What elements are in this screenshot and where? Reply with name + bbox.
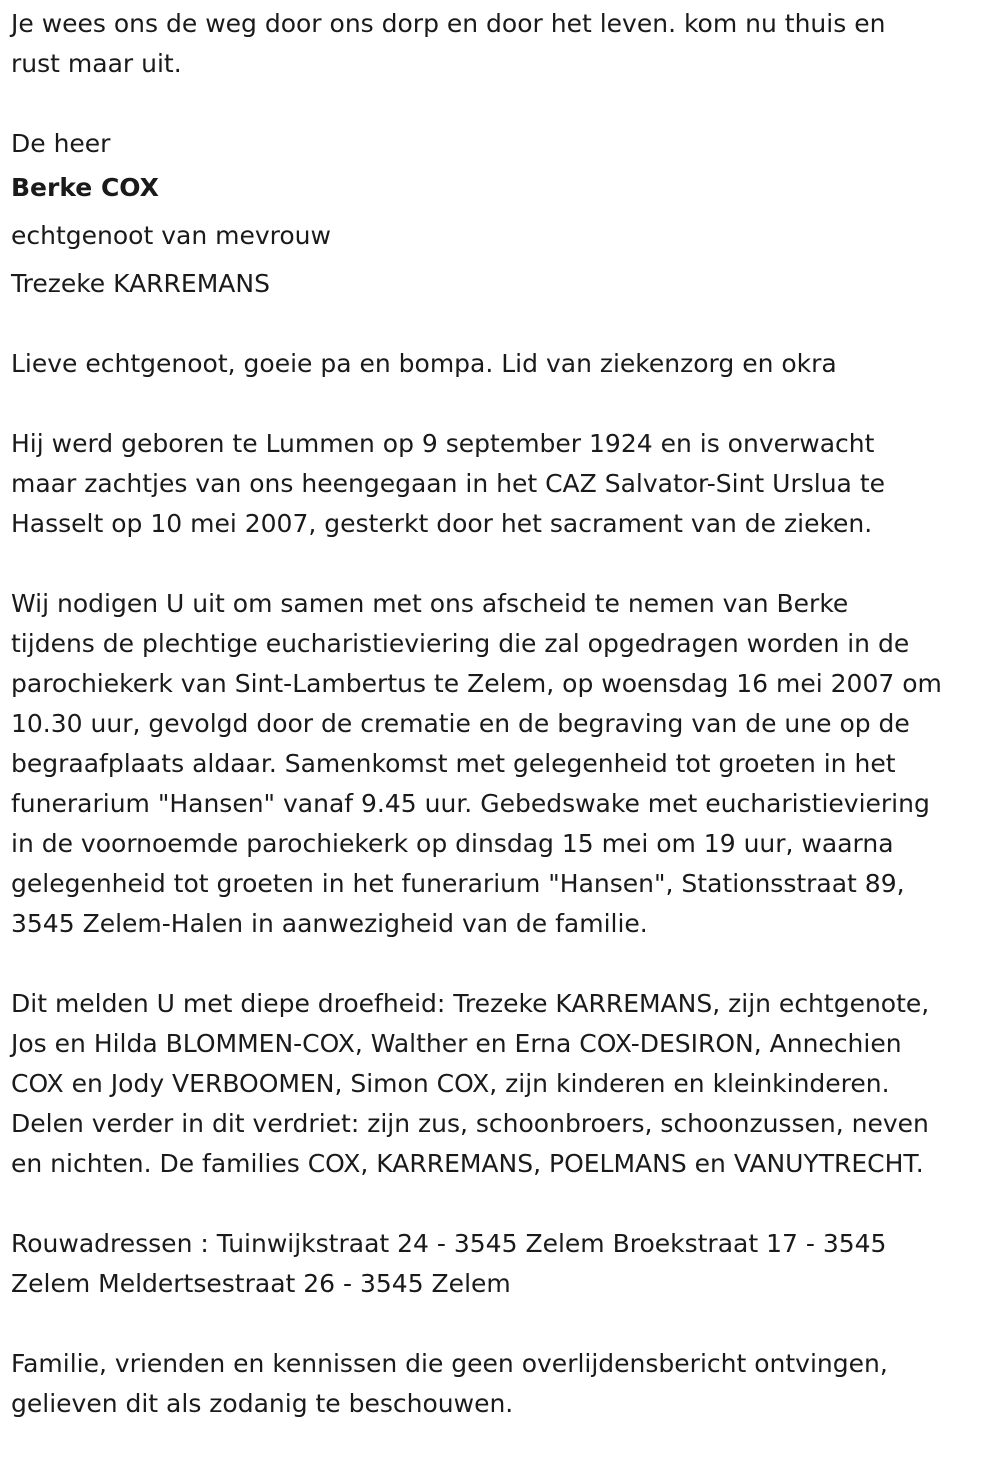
- address-line: Rouwadressen : Tuinwijkstraat 24 - 3545 Zelem Broekstraat 17 - 3545: [11, 1229, 887, 1258]
- family-line: Dit melden U met diepe droefheid: Trezeke KARREMANS, zijn echtgenote,: [11, 989, 930, 1018]
- closing-line: gelieven dit als zodanig te beschouwen.: [11, 1389, 514, 1418]
- ceremony-line: in de voornoemde parochiekerk op dinsdag 15 mei om 19 uur, waarna: [11, 829, 894, 858]
- ceremony-paragraph: [11, 584, 996, 944]
- birth-death-line: Hasselt op 10 mei 2007, gesterkt door het sacrament van de zieken.: [11, 509, 873, 538]
- intro-line: Je wees ons de weg door ons dorp en door het leven. kom nu thuis en: [11, 9, 886, 38]
- intro-paragraph: [11, 4, 996, 84]
- family-paragraph: [11, 984, 996, 1184]
- ceremony-line: tijdens de plechtige eucharistieviering die zal opgedragen worden in de: [11, 629, 910, 658]
- family-line: COX en Jody VERBOOMEN, Simon COX, zijn kinderen en kleinkinderen.: [11, 1069, 890, 1098]
- ceremony-line: gelegenheid tot groeten in het funerarium "Hansen", Stationsstraat 89,: [11, 869, 905, 898]
- deceased-block: [11, 124, 996, 308]
- intro-line: rust maar uit.: [11, 49, 182, 78]
- closing-line: Familie, vrienden en kennissen die geen overlijdensbericht ontvingen,: [11, 1349, 888, 1378]
- ceremony-line: parochiekerk van Sint-Lambertus te Zelem, op woensdag 16 mei 2007 om: [11, 669, 942, 698]
- birth-death-line: maar zachtjes van ons heengegaan in het CAZ Salvator-Sint Urslua te: [11, 469, 886, 498]
- birth-death-paragraph: [11, 424, 996, 544]
- spouse-relation: echtgenoot van mevrouw: [11, 221, 331, 250]
- family-line: Delen verder in dit verdriet: zijn zus, schoonbroers, schoonzussen, neven: [11, 1109, 929, 1138]
- addresses-paragraph: [11, 1224, 996, 1304]
- ceremony-line: Wij nodigen U uit om samen met ons afscheid te nemen van Berke: [11, 589, 849, 618]
- address-line: Zelem Meldertsestraat 26 - 3545 Zelem: [11, 1269, 511, 1298]
- tribute-paragraph: [11, 344, 996, 384]
- spouse-name: Trezeke KARREMANS: [11, 269, 270, 298]
- salutation: De heer: [11, 129, 111, 158]
- ceremony-line: 10.30 uur, gevolgd door de crematie en de begraving van de une op de: [11, 709, 910, 738]
- deceased-name: Berke COX: [11, 173, 159, 202]
- tribute-line: Lieve echtgenoot, goeie pa en bompa. Lid van ziekenzorg en okra: [11, 349, 837, 378]
- ceremony-line: funerarium "Hansen" vanaf 9.45 uur. Gebedswake met eucharistieviering: [11, 789, 930, 818]
- family-line: Jos en Hilda BLOMMEN-COX, Walther en Erna COX-DESIRON, Annechien: [11, 1029, 902, 1058]
- obituary-document: [11, 4, 996, 1464]
- closing-paragraph: [11, 1344, 996, 1424]
- ceremony-line: begraafplaats aldaar. Samenkomst met gelegenheid tot groeten in het: [11, 749, 896, 778]
- family-line: en nichten. De families COX, KARREMANS, POELMANS en VANUYTRECHT.: [11, 1149, 924, 1178]
- birth-death-line: Hij werd geboren te Lummen op 9 september 1924 en is onverwacht: [11, 429, 875, 458]
- ceremony-line: 3545 Zelem-Halen in aanwezigheid van de familie.: [11, 909, 648, 938]
